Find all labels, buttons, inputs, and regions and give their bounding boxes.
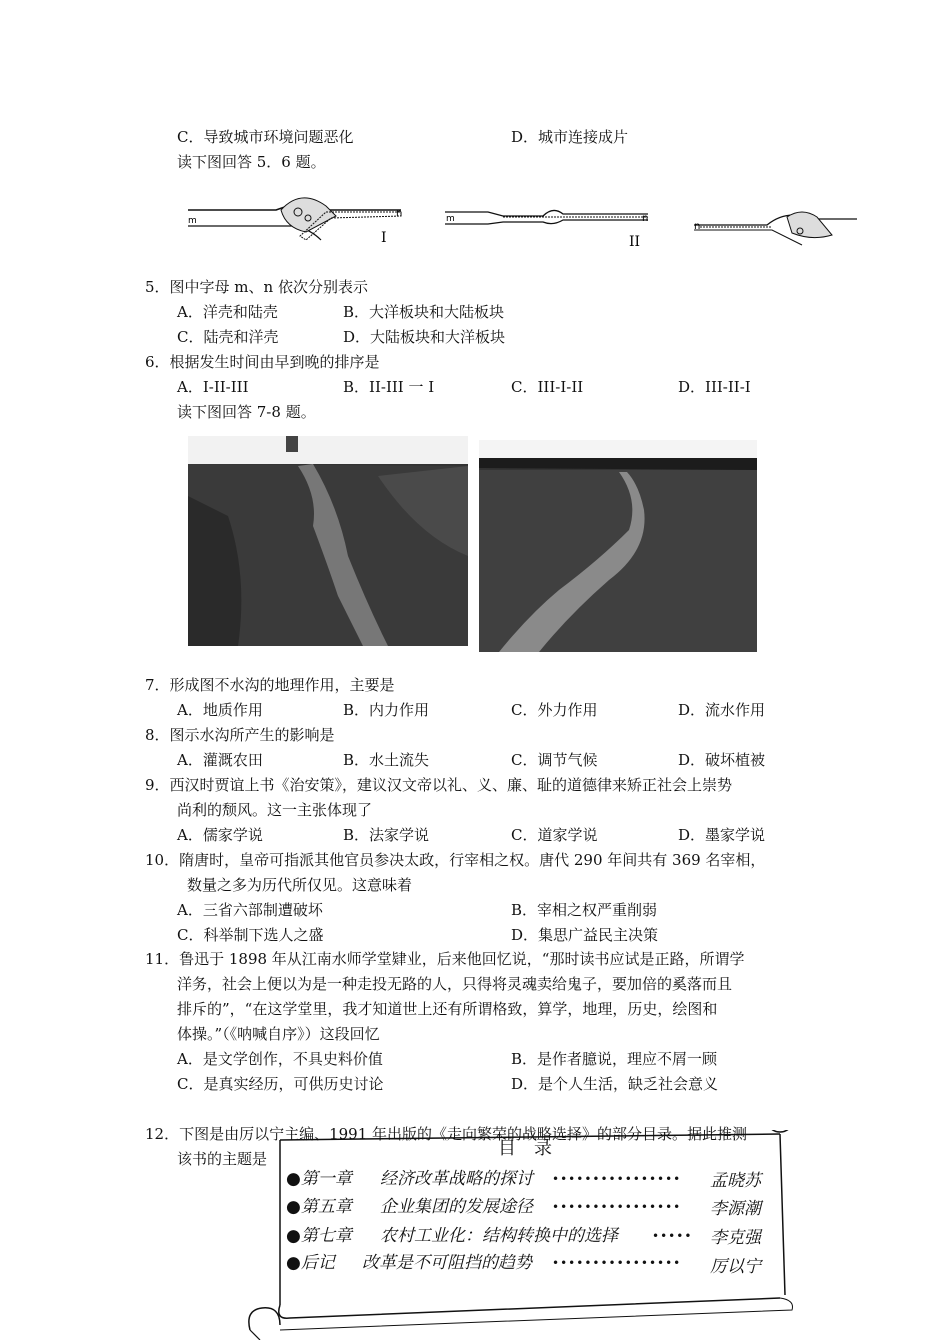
toc-row-2-chapter: ●第五章 <box>286 1197 352 1217</box>
toc-row-1-author: 孟晓苏 <box>710 1171 761 1191</box>
q7-option-a: A．地质作用 <box>177 701 263 719</box>
q11-stem-line3: 排斥的”，“在这学堂里，我才知道世上还有所谓格致，算学，地理，历史，绘图和 <box>177 1000 718 1018</box>
q4-option-c: C．导致城市环境问题恶化 <box>177 128 354 146</box>
q12-stem-line2: 该书的主题是 <box>177 1150 268 1168</box>
toc-row-1-dots: •••••••••••••••• <box>552 1172 682 1186</box>
q8-option-d: D．破坏植被 <box>678 751 766 769</box>
q78-intro: 读下图回答 7-8 题。 <box>177 403 316 421</box>
q7-option-b: B．内力作用 <box>343 701 430 719</box>
q11-stem-line4: 体操。”（《呐喊自序》）这段回忆 <box>177 1025 380 1043</box>
q8-option-c: C．调节气候 <box>511 751 598 769</box>
q5-option-b: B．大洋板块和大陆板块 <box>343 303 505 321</box>
q11-stem-line2: 洋务，社会上便以为是一种走投无路的人，只得将灵魂卖给鬼子，要加倍的奚落而且 <box>177 975 733 993</box>
svg-text:n: n <box>642 213 649 224</box>
q7-stem: 7．形成图不水沟的地理作用，主要是 <box>145 676 395 694</box>
toc-title: 目 录 <box>498 1138 552 1159</box>
q9-option-c: C．道家学说 <box>511 826 598 844</box>
q10-option-d: D．集思广益民主决策 <box>511 926 659 944</box>
toc-row-3-topic: 农村工业化：结构转换中的选择 <box>380 1226 618 1246</box>
q12-stem-line1: 12．下图是由厉以宁主编、1991 年出版的《走向繁荣的战略选择》的部分目录。据此推测 <box>145 1125 748 1143</box>
q8-option-a: A．灌溉农田 <box>177 751 263 769</box>
q5-option-d: D．大陆板块和大洋板块 <box>343 328 506 346</box>
toc-row-4-topic: 改革是不可阻挡的趋势 <box>362 1253 532 1273</box>
toc-row-3-author: 李克强 <box>710 1228 761 1248</box>
q4-option-d: D．城市连接成片 <box>511 128 629 146</box>
gully-photo-right <box>479 440 757 652</box>
toc-row-4-author: 厉以宁 <box>710 1257 761 1277</box>
q6-option-b: B．II-III 一 I <box>343 378 435 396</box>
q10-option-a: A．三省六部制遭破坏 <box>177 901 323 919</box>
q9-stem-line1: 9．西汉时贾谊上书《治安策》，建议汉文帝以礼、义、廉、耻的道德律来矫正社会上崇势 <box>145 776 733 794</box>
q9-option-d: D．墨家学说 <box>678 826 766 844</box>
plate-diagram-3 <box>692 205 862 250</box>
toc-row-2-author: 李源潮 <box>710 1199 761 1219</box>
q56-intro: 读下图回答 5．6 题。 <box>177 153 326 171</box>
q10-stem-line1: 10．隋唐时，皇帝可指派其他官员参决太政，行宰相之权。唐代 290 年间共有 369 名宰相， <box>145 851 766 869</box>
toc-row-3-chapter: ●第七章 <box>286 1226 352 1246</box>
label-I: I <box>381 230 387 246</box>
gully-photo-left <box>188 436 468 646</box>
q5-option-c: C．陆壳和洋壳 <box>177 328 279 346</box>
label-m: m <box>188 216 197 226</box>
q10-option-b: B．宰相之权严重削弱 <box>511 901 658 919</box>
toc-row-4-chapter: ●后记 <box>286 1253 335 1273</box>
q5-option-a: A．洋壳和陆壳 <box>177 303 278 321</box>
plate-diagram-2 <box>443 200 658 250</box>
q11-option-c: C．是真实经历，可供历史讨论 <box>177 1075 384 1093</box>
q11-option-d: D．是个人生活，缺乏社会意义 <box>511 1075 719 1093</box>
label-n: n <box>396 208 403 219</box>
q5-stem: 5．图中字母 m、n 依次分别表示 <box>145 278 368 296</box>
svg-text:m: m <box>446 214 455 224</box>
q9-stem-line2: 尚利的颓风。这一主张体现了 <box>177 801 373 819</box>
toc-row-2-topic: 企业集团的发展途径 <box>380 1197 533 1217</box>
q7-option-c: C．外力作用 <box>511 701 598 719</box>
label-II: II <box>629 234 641 250</box>
q7-option-d: D．流水作用 <box>678 701 766 719</box>
plate-diagram-1 <box>186 190 411 250</box>
toc-row-1-chapter: ●第一章 <box>286 1169 352 1189</box>
q8-stem: 8．图示水沟所产生的影响是 <box>145 726 335 744</box>
q11-stem-line1: 11．鲁迅于 1898 年从江南水师学堂肄业，后来他回忆说，“那时读书应试是正路，所谓学 <box>145 950 745 968</box>
q6-option-c: C．III-I-II <box>511 378 584 396</box>
toc-row-4-dots: •••••••••••••••• <box>552 1256 682 1270</box>
svg-text:n: n <box>694 221 701 232</box>
q6-stem: 6．根据发生时间由早到晚的排序是 <box>145 353 380 371</box>
toc-scroll <box>240 1130 800 1340</box>
q10-option-c: C．科举制下选人之盛 <box>177 926 324 944</box>
q8-option-b: B．水土流失 <box>343 751 430 769</box>
q9-option-a: A．儒家学说 <box>177 826 263 844</box>
q9-option-b: B．法家学说 <box>343 826 430 844</box>
q10-stem-line2: 数量之多为历代所仅见。这意味着 <box>187 876 413 894</box>
toc-row-1-topic: 经济改革战略的探讨 <box>380 1169 533 1189</box>
toc-row-3-dots: ••••• <box>652 1229 693 1243</box>
q6-option-d: D．III-II-I <box>678 378 751 396</box>
q11-option-a: A．是文学创作，不具史料价值 <box>177 1050 383 1068</box>
q11-option-b: B．是作者臆说，理应不屑一顾 <box>511 1050 718 1068</box>
toc-row-2-dots: •••••••••••••••• <box>552 1200 682 1214</box>
q6-option-a: A．I-II-III <box>177 378 249 396</box>
